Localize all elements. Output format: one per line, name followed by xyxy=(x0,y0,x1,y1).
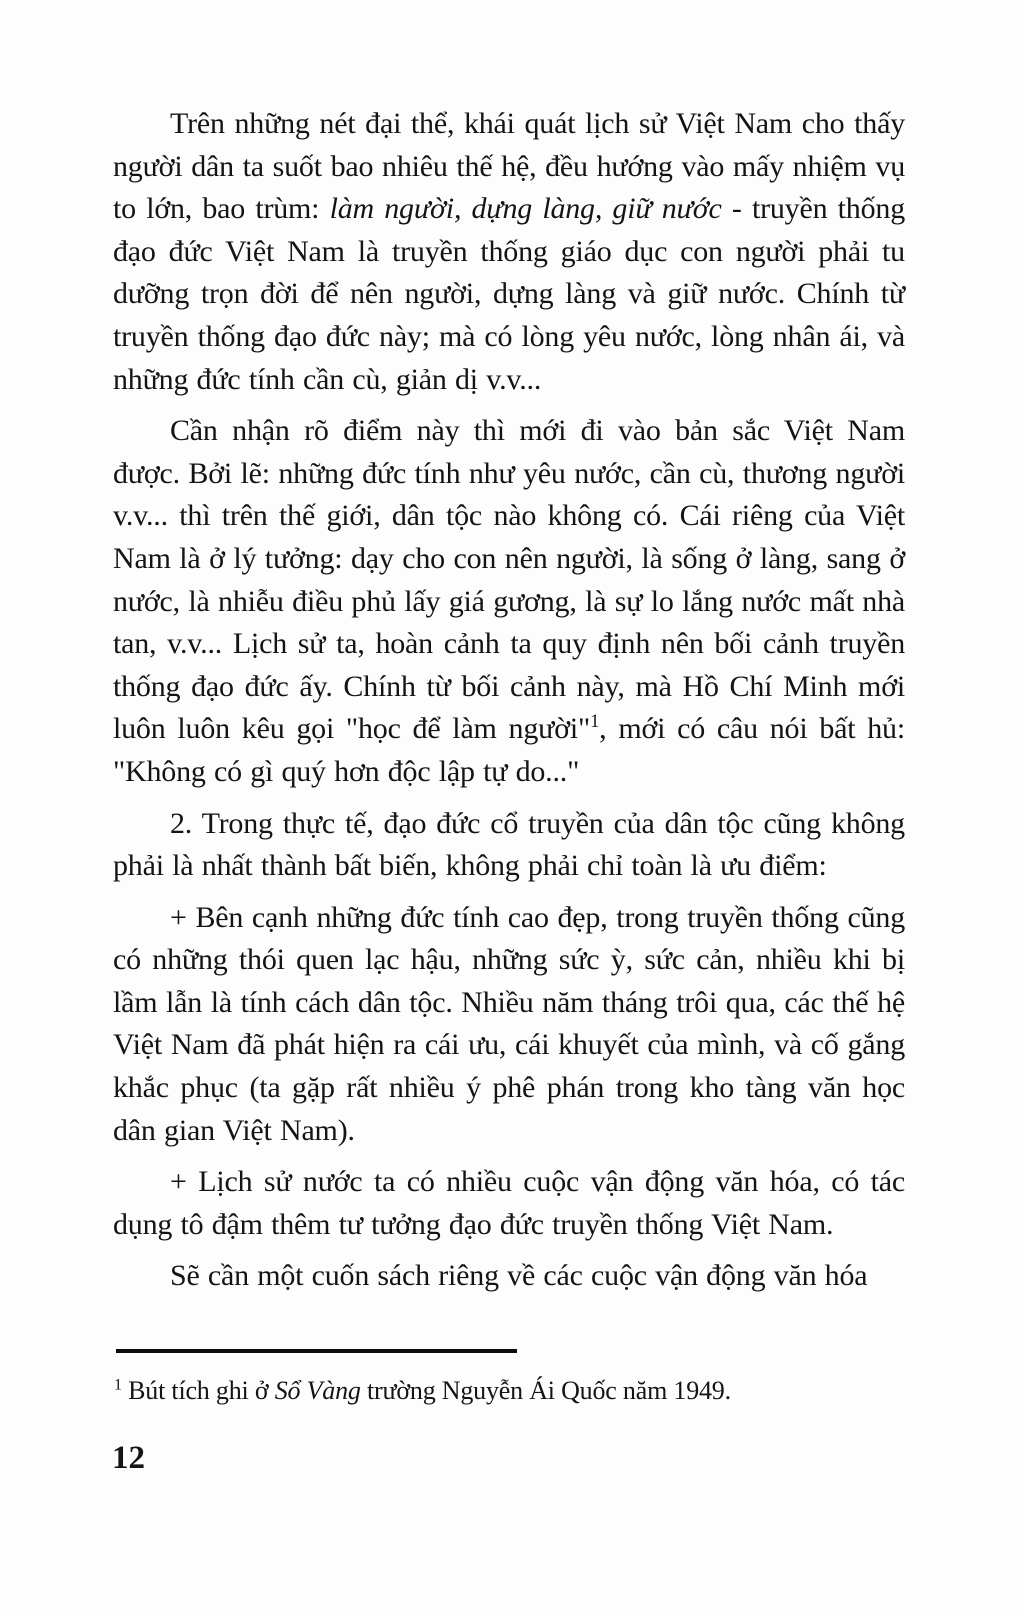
footnote-marker: 1 xyxy=(114,1376,122,1394)
footnote-divider xyxy=(116,1349,517,1353)
paragraph xyxy=(113,803,905,888)
footnote-reference: 1 xyxy=(590,711,600,733)
paragraph-text: , mới có câu nói bất hủ: "Không có gì quý hơn độc lập tự do..." xyxy=(113,712,905,788)
paragraph xyxy=(113,1255,905,1298)
paragraph xyxy=(113,897,905,1153)
footnote-text-italic: Sổ Vàng xyxy=(274,1376,361,1405)
page-number: 12 xyxy=(112,1440,145,1476)
paragraph-text: 2. Trong thực tế, đạo đức cổ truyền của dân tộc cũng không phải là nhất thành bất biến, không phải chỉ toàn là ưu điểm: xyxy=(113,806,905,883)
paragraph xyxy=(113,103,905,401)
footnote-text: Bút tích ghi ở xyxy=(121,1376,275,1405)
footnote-text: trường Nguyễn Ái Quốc năm 1949. xyxy=(360,1376,731,1405)
paragraph-text: + Bên cạnh những đức tính cao đẹp, trong truyền thống cũng có những thói quen lạc hậu, những sức ỳ, sức cản, nhiều khi bị lầm lẫn là tính cách dân tộc. Nhiều năm tháng trôi qua, các thế hệ Việt Nam đã phát hiện ra cái ưu, cái khuyết của mình, và cố gắng khắc phục (ta gặp rất nhiều ý phê phán trong kho tàng văn học dân gian Việt Nam). xyxy=(113,900,905,1147)
paragraph-text: + Lịch sử nước ta có nhiều cuộc vận động văn hóa, có tác dụng tô đậm thêm tư tưởng đạo đức truyền thống Việt Nam. xyxy=(113,1165,905,1241)
paragraph-text: Sẽ cần một cuốn sách riêng về các cuộc vận động văn hóa xyxy=(170,1259,868,1293)
paragraph-text-italic: làm người, dựng làng, giữ nước - xyxy=(329,192,742,226)
page-body-text xyxy=(113,103,905,1307)
footnote xyxy=(114,1374,914,1408)
paragraph-text: Cần nhận rõ điểm này thì mới đi vào bản sắc Việt Nam được. Bởi lẽ: những đức tính như yêu nước, cần cù, thương người v.v... thì trên thế giới, dân tộc nào không có. Cái riêng của Việt Nam là ở lý tưởng: dạy cho con nên người, là sống ở làng, sang ở nước, là nhiễu điều phủ lấy giá gương, là sự lo lắng nước mất nhà tan, v.v... Lịch sử ta, hoàn cảnh ta quy định nên bối cảnh truyền thống đạo đức ấy. Chính từ bối cảnh này, mà Hồ Chí Minh mới luôn luôn kêu gọi "học để làm người" xyxy=(113,414,905,746)
paragraph-text: truyền thống đạo đức Việt Nam là truyền thống giáo dục con người phải tu dưỡng trọn đời để nên người, dựng làng và giữ nước. Chính từ truyền thống đạo đức này; mà có lòng yêu nước, lòng nhân ái, và những đức tính cần cù, giản dị v.v... xyxy=(113,192,905,396)
paragraph xyxy=(113,1161,905,1246)
paragraph xyxy=(113,410,905,793)
paragraph-text: Trên những nét đại thể, khái quát lịch sử Việt Nam cho thấy người dân ta suốt bao nhiêu thế hệ, đều hướng vào mấy nhiệm vụ to lớn, bao trùm: xyxy=(113,107,905,226)
